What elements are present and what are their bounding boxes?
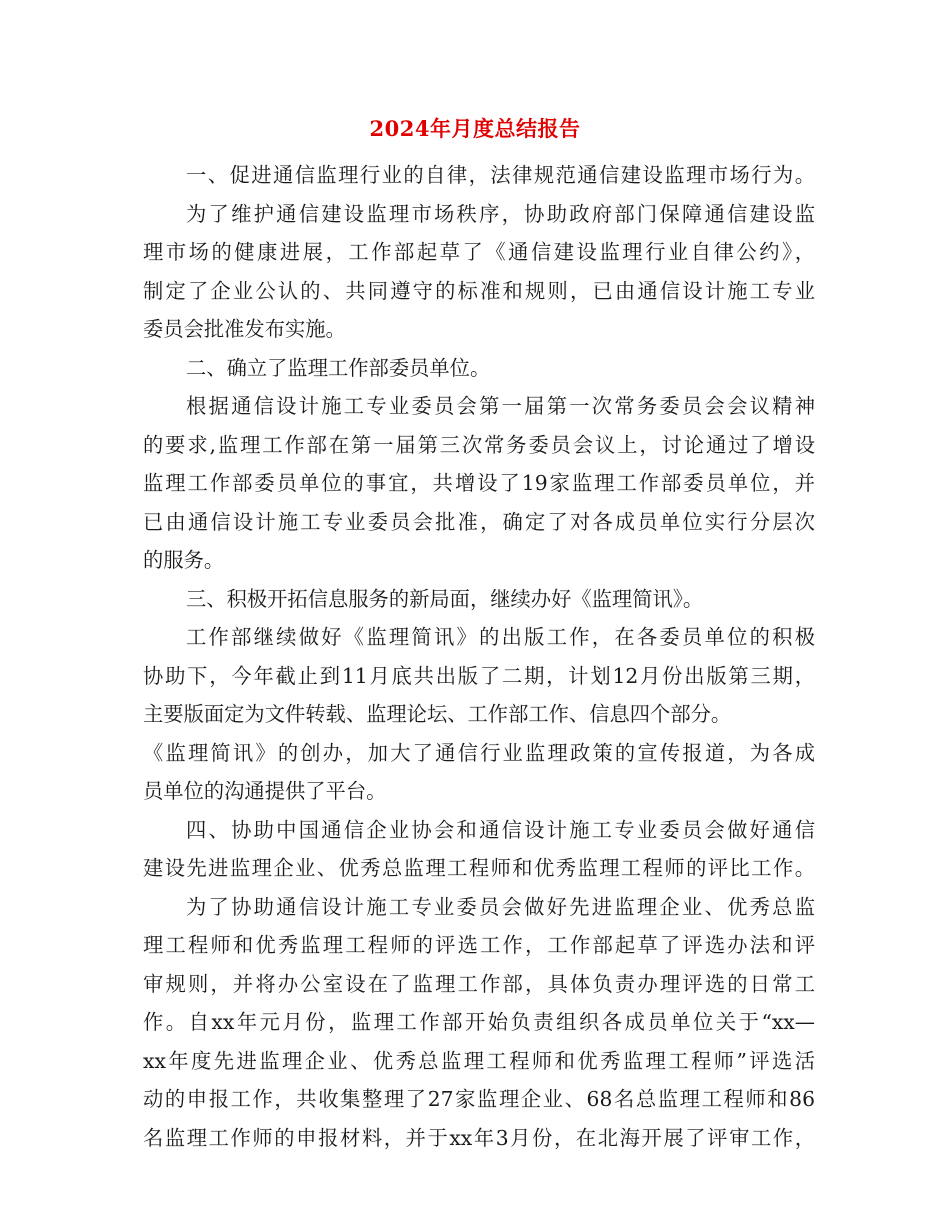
paragraph-line: 员单位的沟通提供了平台。 <box>143 779 387 803</box>
paragraph-line: 作。自xx年元月份，监理工作部开始负责组织各成员单位关于“xx— <box>143 1010 815 1034</box>
paragraph-line: 理市场的健康进展，工作部起草了《通信建设监理行业自律公约》， <box>143 240 815 264</box>
paragraph-line: 根据通信设计施工专业委员会第一届第一次常务委员会会议精神 <box>186 394 815 418</box>
paragraph-line: 监理工作部委员单位的事宜，共增设了19家监理工作部委员单位，并 <box>143 471 815 495</box>
paragraph-line: 审规则，并将办公室设在了监理工作部，具体负责办理评选的日常工 <box>143 971 815 996</box>
paragraph-line: 动的申报工作，共收集整理了27家监理企业、68名总监理工程师和86 <box>143 1087 815 1111</box>
paragraph-line: xx年度先进监理企业、优秀总监理工程师和优秀监理工程师”评选活 <box>143 1048 815 1073</box>
paragraph-line: 名监理工作师的申报材料，并于xx年3月份，在北海开展了评审工作， <box>143 1125 815 1150</box>
paragraph-line: 的要求,监理工作部在第一届第三次常务委员会议上，讨论通过了增设 <box>143 432 815 457</box>
paragraph-line: 主要版面定为文件转载、监理论坛、工作部工作、信息四个部分。 <box>143 702 732 726</box>
paragraph-line: 理工程师和优秀监理工程师的评选工作，工作部起草了评选办法和评 <box>143 933 815 957</box>
paragraph-line: 为了维护通信建设监理市场秩序，协助政府部门保障通信建设监 <box>186 201 815 226</box>
paragraph-line: 已由通信设计施工专业委员会批准，确定了对各成员单位实行分层次 <box>143 509 815 534</box>
paragraph-line: 工作部继续做好《监理简讯》的出版工作，在各委员单位的积极 <box>186 625 815 649</box>
paragraph-line: 四、协助中国通信企业协会和通信设计施工专业委员会做好通信 <box>186 817 815 842</box>
paragraph-line: 一、促进通信监理行业的自律，法律规范通信建设监理市场行为。 <box>186 163 815 187</box>
document-body <box>143 156 815 1157</box>
document-title: 2024年月度总结报告 <box>369 116 581 141</box>
paragraph-line: 建设先进监理企业、优秀总监理工程师和优秀监理工程师的评比工作。 <box>143 856 815 880</box>
paragraph-line: 二、确立了监理工作部委员单位。 <box>186 355 491 380</box>
paragraph-line: 《监理简讯》的创办，加大了通信行业监理政策的宣传报道，为各成 <box>143 740 815 765</box>
paragraph-line: 制定了企业公认的、共同遵守的标准和规则，已由通信设计施工专业 <box>143 278 815 303</box>
paragraph-line: 三、积极开拓信息服务的新局面，继续办好《监理简讯》。 <box>186 586 704 611</box>
paragraph-line: 的服务。 <box>143 548 225 572</box>
paragraph-line: 协助下，今年截止到11月底共出版了二期，计划12月份出版第三期， <box>143 663 815 688</box>
paragraph-line: 为了协助通信设计施工专业委员会做好先进监理企业、优秀总监 <box>186 894 815 919</box>
paragraph-line: 委员会批准发布实施。 <box>143 317 346 341</box>
